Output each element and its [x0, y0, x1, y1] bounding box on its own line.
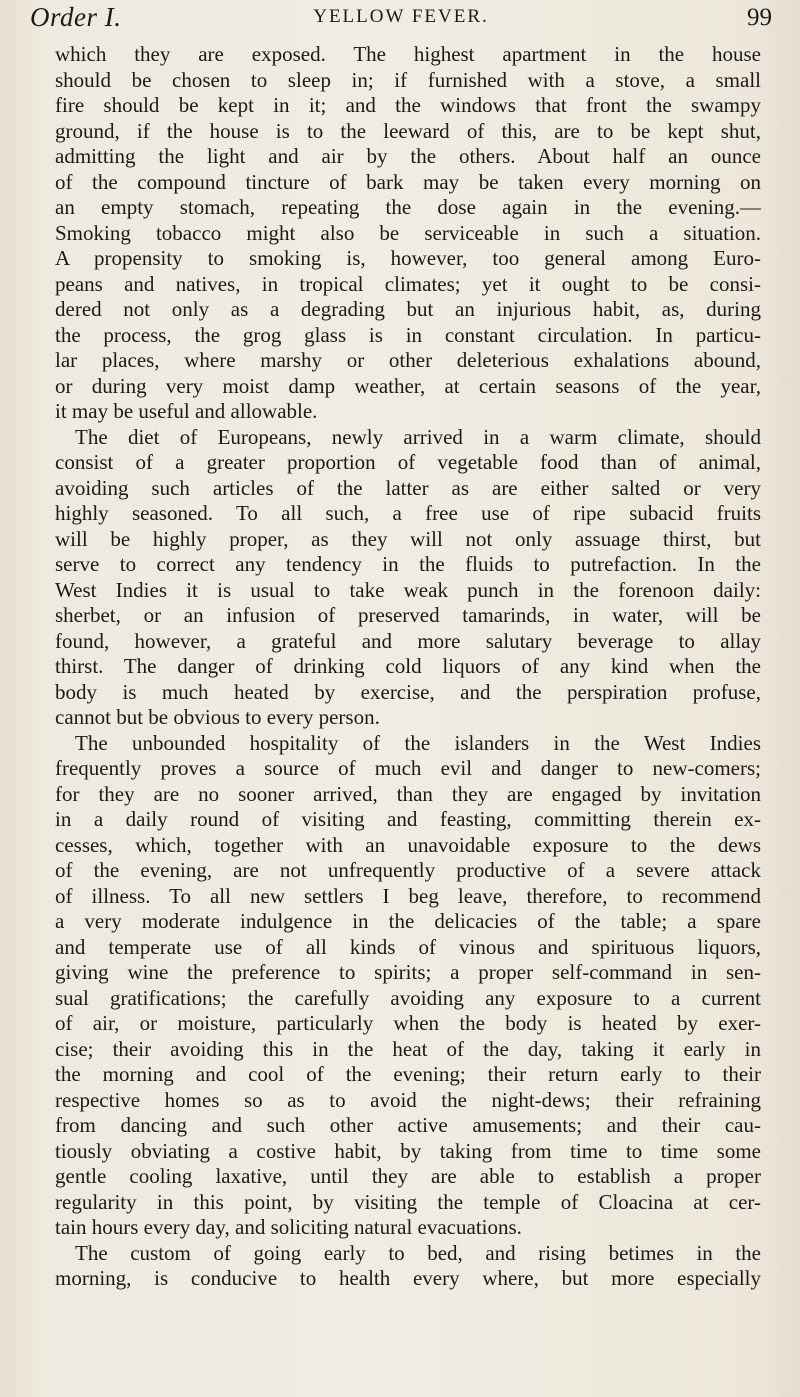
text-line: The unbounded hospitality of the islanders in the West Indies	[75, 730, 761, 755]
text-line: West Indies it is usual to take weak punch in the forenoon daily:	[55, 577, 761, 602]
running-header-left: Order I.	[30, 2, 122, 32]
running-header	[30, 2, 772, 40]
text-line: an empty stomach, repeating the dose again in the evening.—	[55, 195, 761, 219]
text-line: ground, if the house is to the leeward of this, are to be kept shut,	[55, 118, 761, 143]
text-line: fire should be kept in it; and the windows that front the swampy	[55, 93, 761, 117]
text-line: the process, the grog glass is in constant circulation. In particu-	[55, 322, 761, 347]
text-line: frequently proves a source of much evil and danger to new-comers;	[55, 756, 761, 780]
text-line: highly seasoned. To all such, a free use of ripe subacid fruits	[55, 501, 761, 525]
text-line: from dancing and such other active amusements; and their cau-	[55, 1113, 761, 1137]
text-line: for they are no sooner arrived, than they are engaged by invitation	[55, 781, 761, 806]
text-line: of air, or moisture, particularly when the body is heated by exer-	[55, 1011, 761, 1035]
text-line: cesses, which, together with an unavoidable exposure to the dews	[55, 832, 761, 857]
text-line: The custom of going early to bed, and rising betimes in the	[75, 1240, 761, 1265]
text-line: or during very moist damp weather, at certain seasons of the year,	[55, 373, 761, 398]
text-line: admitting the light and air by the others. About half an ounce	[55, 144, 761, 168]
text-line: avoiding such articles of the latter as are either salted or very	[55, 475, 761, 500]
text-line: and temperate use of all kinds of vinous and spirituous liquors,	[55, 934, 761, 959]
text-line: sherbet, or an infusion of preserved tamarinds, in water, will be	[55, 603, 761, 627]
text-line: respective homes so as to avoid the night-dews; their refraining	[55, 1087, 761, 1112]
text-line: of the evening, are not unfrequently productive of a severe attack	[55, 858, 761, 882]
text-line: it may be useful and allowable.	[55, 399, 318, 423]
text-line: found, however, a grateful and more salutary beverage to allay	[55, 628, 761, 653]
page-number: 99	[747, 4, 772, 31]
text-line: giving wine the preference to spirits; a proper self-command in sen-	[55, 960, 761, 984]
text-line: serve to correct any tendency in the fluids to putrefaction. In the	[55, 552, 761, 576]
text-line: peans and natives, in tropical climates; yet it ought to be consi-	[55, 271, 761, 296]
text-line: regularity in this point, by visiting the temple of Cloacina at cer-	[55, 1189, 761, 1214]
text-line: will be highly proper, as they will not only assuage thirst, but	[55, 526, 761, 551]
text-line: thirst. The danger of drinking cold liquors of any kind when the	[55, 654, 761, 678]
text-line: dered not only as a degrading but an injurious habit, as, during	[55, 297, 761, 321]
body-text	[55, 42, 761, 1292]
text-line: tain hours every day, and soliciting natural evacuations.	[55, 1215, 522, 1239]
text-line: Smoking tobacco might also be serviceable in such a situation.	[55, 220, 761, 245]
text-line: cise; their avoiding this in the heat of the day, taking it early in	[55, 1036, 761, 1061]
text-line: of the compound tincture of bark may be taken every morning on	[55, 169, 761, 194]
text-line: tiously obviating a costive habit, by taking from time to time some	[55, 1138, 761, 1163]
text-line: of illness. To all new settlers I beg leave, therefore, to recommend	[55, 883, 761, 908]
text-line: should be chosen to sleep in; if furnished with a stove, a small	[55, 67, 761, 92]
running-title: YELLOW FEVER.	[313, 6, 489, 27]
text-line: consist of a greater proportion of vegetable food than of animal,	[55, 450, 761, 474]
text-line: gentle cooling laxative, until they are able to establish a proper	[55, 1164, 761, 1188]
text-line: body is much heated by exercise, and the perspiration profuse,	[55, 679, 761, 704]
text-line: the morning and cool of the evening; their return early to their	[55, 1062, 761, 1086]
text-line: which they are exposed. The highest apartment in the house	[55, 42, 761, 66]
text-line: The diet of Europeans, newly arrived in a warm climate, should	[75, 424, 761, 449]
text-line: in a daily round of visiting and feasting, committing therein ex-	[55, 807, 761, 831]
text-line: cannot but be obvious to every person.	[55, 705, 380, 729]
text-line: morning, is conducive to health every where, but more especially	[55, 1266, 761, 1290]
text-line: a very moderate indulgence in the delicacies of the table; a spare	[55, 909, 761, 933]
text-line: lar places, where marshy or other deleterious exhalations abound,	[55, 348, 761, 372]
text-line: sual gratifications; the carefully avoiding any exposure to a current	[55, 985, 761, 1010]
text-line: A propensity to smoking is, however, too general among Euro-	[55, 246, 761, 270]
